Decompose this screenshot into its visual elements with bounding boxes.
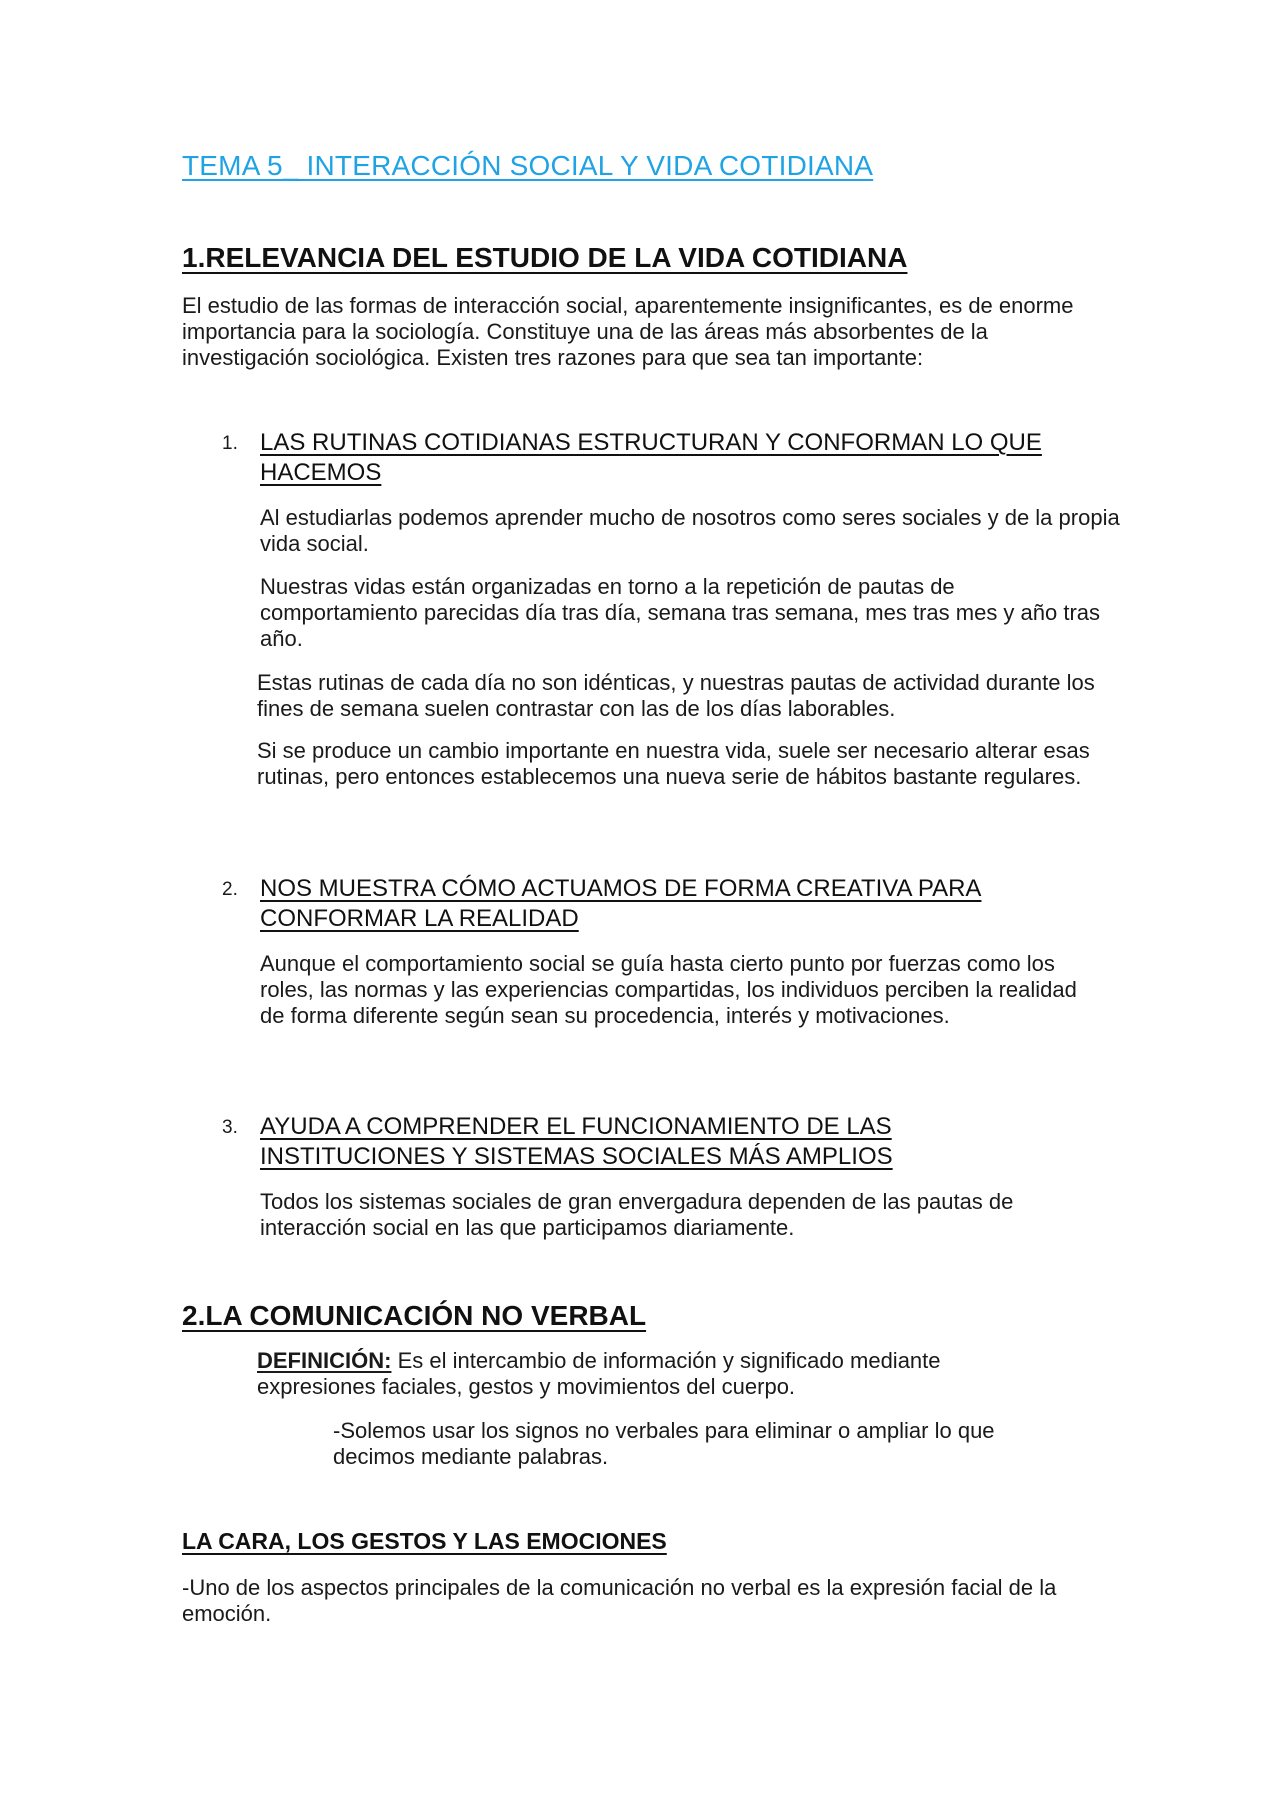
list-item-1-paragraph-1: Al estudiarlas podemos aprender mucho de nosotros como seres sociales y de la propia vida social.: [260, 505, 1120, 556]
list-item-2-paragraph-1: Aunque el comportamiento social se guía hasta cierto punto por fuerzas como los roles, las normas y las experiencias compartidas, los individuos perciben la realidad de forma diferente según sean su procedencia, interés y motivaciones.: [260, 951, 1077, 1028]
list-item-3-paragraph-1: Todos los sistemas sociales de gran envergadura dependen de las pautas de interacción social en las que participamos diariamente.: [260, 1189, 1014, 1240]
list-item-3-number: 3.: [222, 1117, 238, 1138]
definition-paragraph: [257, 1348, 1037, 1400]
list-item-1-paragraph-4: Si se produce un cambio importante en nuestra vida, suele ser necesario alterar esas rutinas, pero entonces establecemos una nueva serie de hábitos bastante regulares.: [257, 738, 1090, 789]
document-title: TEMA 5_ INTERACCIÓN SOCIAL Y VIDA COTIDIANA: [182, 150, 874, 181]
section-1-intro: El estudio de las formas de interacción social, aparentemente insignificantes, es de enorme importancia para la sociología. Constituye una de las áreas más absorbentes de la investigación sociológica. Existen tres razones para que sea tan importante:: [182, 293, 1074, 370]
section-1-heading: 1.RELEVANCIA DEL ESTUDIO DE LA VIDA COTIDIANA: [182, 242, 908, 273]
list-item-1-number: 1.: [222, 433, 238, 454]
subsection-heading: LA CARA, LOS GESTOS Y LAS EMOCIONES: [182, 1528, 667, 1554]
list-item-1-heading: LAS RUTINAS COTIDIANAS ESTRUCTURAN Y CONFORMAN LO QUE HACEMOS: [260, 429, 1042, 486]
subsection-paragraph: -Uno de los aspectos principales de la comunicación no verbal es la expresión facial de la emoción.: [182, 1575, 1057, 1626]
list-item-2-heading: NOS MUESTRA CÓMO ACTUAMOS DE FORMA CREATIVA PARA CONFORMAR LA REALIDAD: [260, 875, 982, 932]
definition-label: DEFINICIÓN:: [257, 1348, 392, 1373]
list-item-1-paragraph-3: Estas rutinas de cada día no son idénticas, y nuestras pautas de actividad durante los fines de semana suelen contrastar con las de los días laborables.: [257, 670, 1095, 721]
definition-text: Es el intercambio de información y significado mediante expresiones faciales, gestos y movimientos del cuerpo.: [257, 1348, 941, 1399]
nonverbal-note: -Solemos usar los signos no verbales para eliminar o ampliar lo que decimos mediante palabras.: [333, 1418, 995, 1469]
section-2-heading: 2.LA COMUNICACIÓN NO VERBAL: [182, 1300, 647, 1331]
list-item-1-paragraph-2: Nuestras vidas están organizadas en torno a la repetición de pautas de comportamiento parecidas día tras día, semana tras semana, mes tras mes y año tras año.: [260, 574, 1101, 651]
list-item-2-number: 2.: [222, 879, 238, 900]
list-item-3-heading: AYUDA A COMPRENDER EL FUNCIONAMIENTO DE LAS INSTITUCIONES Y SISTEMAS SOCIALES MÁS AMPLIOS: [260, 1113, 893, 1170]
